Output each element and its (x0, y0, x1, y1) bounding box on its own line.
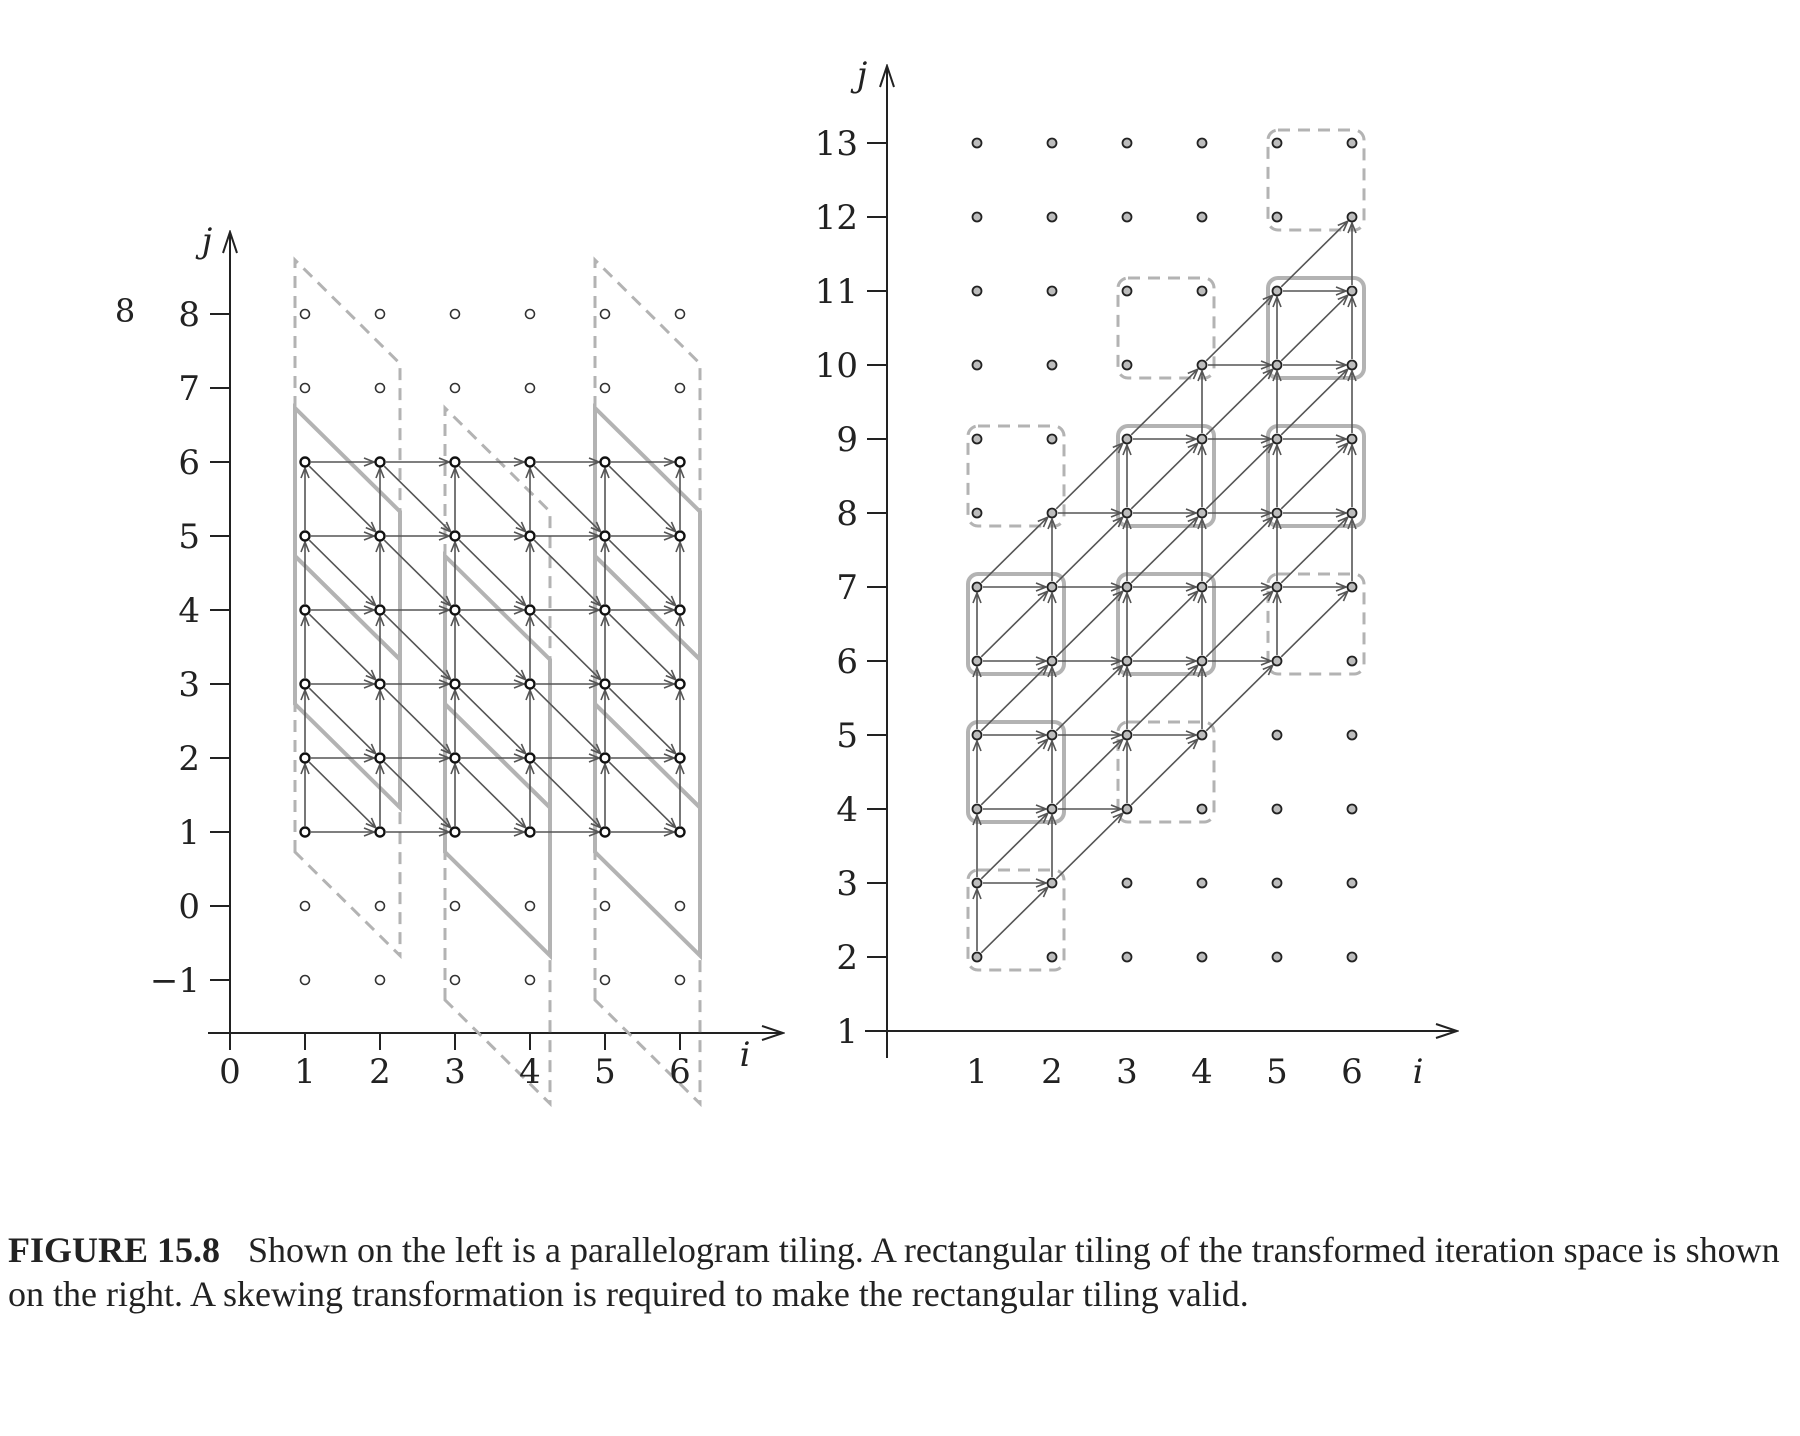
stray-label: 8 (114, 292, 136, 330)
right-iteration-point (1048, 361, 1057, 370)
right-x-tick-label: 2 (1041, 1052, 1063, 1092)
figure-caption (8, 1228, 1792, 1316)
right-dependence-arrow (1056, 591, 1122, 657)
right-dependence-arrow (1056, 517, 1122, 583)
right-iteration-point (1348, 509, 1357, 518)
left-iteration-point (376, 606, 385, 615)
right-iteration-point (1123, 657, 1132, 666)
right-dependence-arrow (1056, 665, 1122, 731)
left-iteration-point (376, 976, 385, 985)
right-y-tick-label: 7 (836, 568, 858, 608)
left-iteration-point (451, 384, 460, 393)
right-dependence-arrow (981, 887, 1047, 953)
left-iteration-point (526, 532, 535, 541)
left-iteration-point (526, 902, 535, 911)
right-iteration-point (1273, 435, 1282, 444)
right-x-axis-label: i (1412, 1052, 1424, 1092)
left-y-tick-label: 1 (178, 813, 200, 853)
left-iteration-point (451, 828, 460, 837)
left-x-tick-label: 5 (594, 1052, 616, 1092)
left-iteration-point (676, 754, 685, 763)
left-iteration-point (676, 828, 685, 837)
left-iteration-point (451, 754, 460, 763)
right-iteration-point (1123, 213, 1132, 222)
right-iteration-point (1348, 657, 1357, 666)
right-iteration-point (1198, 879, 1207, 888)
left-x-tick-label: 2 (369, 1052, 391, 1092)
right-y-tick-label: 4 (836, 790, 858, 830)
left-dependence-arrow (534, 540, 600, 606)
right-y-tick-label: 3 (836, 864, 858, 904)
left-iteration-point (451, 902, 460, 911)
right-dependences (977, 221, 1352, 953)
right-iteration-point (1048, 139, 1057, 148)
left-y-tick-label: 2 (178, 739, 200, 779)
left-iteration-point (376, 680, 385, 689)
left-x-axis-label: i (739, 1035, 751, 1075)
right-iteration-point (973, 361, 982, 370)
right-iteration-point (1123, 139, 1132, 148)
left-dependence-arrow (609, 540, 675, 606)
left-iteration-point (451, 458, 460, 467)
right-iteration-point (973, 879, 982, 888)
left-iteration-point (301, 828, 310, 837)
right-dependence-arrow (1206, 295, 1272, 361)
right-dependence-arrow (1056, 443, 1122, 509)
left-iteration-point (301, 458, 310, 467)
right-iteration-point (1123, 509, 1132, 518)
right-iteration-point (1348, 435, 1357, 444)
right-iteration-point (1123, 583, 1132, 592)
left-iteration-point (376, 532, 385, 541)
left-iteration-point (676, 606, 685, 615)
right-iteration-point (1048, 583, 1057, 592)
left-x-tick-label: 0 (219, 1052, 241, 1092)
right-iteration-point (1273, 953, 1282, 962)
right-iteration-point (1273, 509, 1282, 518)
right-iteration-point (1048, 657, 1057, 666)
right-iteration-point (1123, 731, 1132, 740)
left-iteration-point (676, 384, 685, 393)
right-iteration-point (1123, 879, 1132, 888)
right-iteration-point (973, 731, 982, 740)
right-iteration-point (1273, 361, 1282, 370)
left-iteration-point (451, 606, 460, 615)
right-iteration-point (1348, 879, 1357, 888)
left-iteration-point (301, 976, 310, 985)
right-dependence-arrow (1131, 739, 1197, 805)
left-iteration-point (526, 828, 535, 837)
right-iteration-point (1198, 361, 1207, 370)
right-iteration-point (1198, 805, 1207, 814)
left-labels (150, 221, 751, 1092)
left-dependence-arrow (534, 614, 600, 680)
left-y-tick-label: 8 (178, 295, 200, 335)
right-iteration-point (1123, 953, 1132, 962)
left-iteration-point (676, 902, 685, 911)
right-iteration-point (1048, 213, 1057, 222)
left-iteration-point (526, 754, 535, 763)
left-iteration-point (451, 976, 460, 985)
right-iteration-point (1348, 287, 1357, 296)
left-iteration-point (526, 458, 535, 467)
right-iteration-point (1273, 879, 1282, 888)
left-y-tick-label: 0 (178, 887, 200, 927)
right-iteration-point (973, 509, 982, 518)
left-y-tick-label: 4 (178, 591, 200, 631)
right-iteration-point (1198, 139, 1207, 148)
left-iteration-point (676, 532, 685, 541)
right-iteration-point (1348, 139, 1357, 148)
left-dependence-arrow (459, 540, 525, 606)
left-iteration-point (301, 310, 310, 319)
right-iteration-point (1273, 287, 1282, 296)
right-iteration-point (1273, 139, 1282, 148)
left-iteration-point (301, 680, 310, 689)
left-iteration-point (601, 754, 610, 763)
left-dependence-arrow (309, 688, 375, 754)
left-iteration-point (601, 458, 610, 467)
right-y-tick-label: 9 (836, 420, 858, 460)
left-iteration-point (376, 384, 385, 393)
left-dependence-arrow (384, 688, 450, 754)
right-y-tick-label: 10 (814, 346, 858, 386)
left-x-tick-label: 6 (669, 1052, 691, 1092)
left-dependence-arrow (609, 688, 675, 754)
right-y-tick-label: 12 (814, 198, 858, 238)
right-iteration-point (973, 287, 982, 296)
right-y-tick-label: 5 (836, 716, 858, 756)
right-y-tick-label: 2 (836, 938, 858, 978)
right-iteration-point (1048, 435, 1057, 444)
right-iteration-point (1198, 435, 1207, 444)
left-iteration-point (601, 384, 610, 393)
left-iteration-point (451, 532, 460, 541)
right-dependence-arrow (1131, 591, 1197, 657)
left-iteration-point (601, 976, 610, 985)
left-iteration-point (601, 310, 610, 319)
right-y-tick-label: 6 (836, 642, 858, 682)
left-iteration-point (451, 310, 460, 319)
right-dependence-arrow (1206, 443, 1272, 509)
left-dependence-arrow (384, 466, 450, 532)
left-iteration-point (526, 310, 535, 319)
right-iteration-point (1273, 657, 1282, 666)
left-iteration-point (301, 902, 310, 911)
left-iteration-point (601, 680, 610, 689)
right-iteration-point (1348, 805, 1357, 814)
right-dependence-arrow (1056, 813, 1122, 879)
right-x-tick-label: 3 (1116, 1052, 1138, 1092)
left-y-tick-label: −1 (149, 961, 200, 1001)
right-iteration-point (1348, 213, 1357, 222)
right-iteration-point (1348, 731, 1357, 740)
right-iteration-point (973, 953, 982, 962)
left-iteration-point (526, 680, 535, 689)
right-y-axis-label: j (856, 55, 868, 95)
left-dependence-arrow (459, 688, 525, 754)
left-panel (150, 221, 783, 1104)
right-iteration-point (973, 213, 982, 222)
left-iteration-point (526, 976, 535, 985)
left-iteration-point (376, 458, 385, 467)
right-iteration-point (1048, 879, 1057, 888)
left-iteration-point (601, 828, 610, 837)
right-y-tick-label: 13 (814, 124, 858, 164)
right-y-tick-label: 8 (836, 494, 858, 534)
right-iteration-point (1123, 287, 1132, 296)
left-iteration-point (301, 384, 310, 393)
left-dependence-arrow (384, 540, 450, 606)
left-y-tick-label: 3 (178, 665, 200, 705)
right-iteration-point (1123, 361, 1132, 370)
caption-figure-number: FIGURE 15.8 (8, 1230, 221, 1270)
left-iteration-point (601, 532, 610, 541)
right-x-tick-label: 5 (1266, 1052, 1288, 1092)
left-dependence-arrow (534, 466, 600, 532)
right-iteration-point (1273, 213, 1282, 222)
right-x-tick-label: 4 (1191, 1052, 1213, 1092)
left-iteration-point (526, 606, 535, 615)
left-y-tick-label: 5 (178, 517, 200, 557)
right-iteration-point (1198, 953, 1207, 962)
right-iteration-point (1123, 435, 1132, 444)
left-dependence-arrow (534, 762, 600, 828)
left-y-tick-label: 7 (178, 369, 200, 409)
right-dependence-arrow (1281, 591, 1347, 657)
left-iteration-point (376, 310, 385, 319)
left-y-axis-label: j (201, 221, 213, 261)
right-iteration-point (973, 583, 982, 592)
right-iteration-point (1348, 361, 1357, 370)
right-x-tick-label: 1 (966, 1052, 988, 1092)
right-y-tick-label: 11 (814, 272, 858, 312)
left-x-tick-label: 1 (294, 1052, 316, 1092)
right-labels (815, 55, 1424, 1092)
left-iteration-point (676, 310, 685, 319)
right-tiles (968, 130, 1364, 970)
right-iteration-point (1273, 731, 1282, 740)
right-iteration-point (973, 435, 982, 444)
right-dependence-arrow (1206, 517, 1272, 583)
right-iteration-point (973, 805, 982, 814)
right-iteration-point (1273, 583, 1282, 592)
right-iteration-point (1048, 731, 1057, 740)
right-dependence-arrow (1206, 665, 1272, 731)
right-dependence-arrow (981, 591, 1047, 657)
left-iteration-point (526, 384, 535, 393)
left-iteration-point (676, 680, 685, 689)
left-x-tick-label: 3 (444, 1052, 466, 1092)
left-dependence-arrow (384, 614, 450, 680)
left-dependences (305, 462, 680, 832)
right-axes (865, 66, 1457, 1058)
left-iteration-point (601, 902, 610, 911)
right-iteration-point (1198, 731, 1207, 740)
right-dependence-arrow (1131, 443, 1197, 509)
right-iteration-point (1198, 213, 1207, 222)
right-iteration-point (1048, 953, 1057, 962)
right-panel (815, 55, 1457, 1092)
right-dependence-arrow (1206, 369, 1272, 435)
left-dependence-arrow (534, 688, 600, 754)
right-dependence-arrow (981, 739, 1047, 805)
left-y-tick-label: 6 (178, 443, 200, 483)
right-iteration-point (1048, 509, 1057, 518)
right-dependence-arrow (1281, 295, 1347, 361)
left-iteration-point (376, 902, 385, 911)
right-iteration-point (1348, 583, 1357, 592)
right-iteration-point (1123, 805, 1132, 814)
right-y-tick-label: 1 (836, 1012, 858, 1052)
right-dependence-arrow (1281, 443, 1347, 509)
right-iteration-point (1348, 953, 1357, 962)
right-iteration-point (1198, 657, 1207, 666)
right-iteration-point (973, 657, 982, 666)
right-iteration-point (1198, 509, 1207, 518)
right-x-tick-label: 6 (1341, 1052, 1363, 1092)
left-dependence-arrow (309, 540, 375, 606)
right-iteration-point (1048, 805, 1057, 814)
left-iteration-point (376, 828, 385, 837)
right-iteration-point (1048, 287, 1057, 296)
left-iteration-point (601, 606, 610, 615)
left-iteration-point (301, 754, 310, 763)
left-tiles (295, 260, 700, 1104)
right-iteration-point (1273, 805, 1282, 814)
right-dependence-arrow (1056, 739, 1122, 805)
caption-text: Shown on the left is a parallelogram tiling. A rectangular tiling of the transformed iteration space is shown on the right. A skewing transformation is required to make the rectangular tiling valid. (8, 1230, 1780, 1314)
left-iteration-point (451, 680, 460, 689)
left-iteration-point (301, 532, 310, 541)
right-iteration-point (1198, 583, 1207, 592)
left-dependence-arrow (384, 762, 450, 828)
left-iteration-point (376, 754, 385, 763)
left-iteration-point (676, 458, 685, 467)
right-iteration-point (1198, 287, 1207, 296)
left-x-tick-label: 4 (519, 1052, 541, 1092)
right-iteration-point (973, 139, 982, 148)
right-dependence-arrow (1206, 591, 1272, 657)
left-iteration-point (301, 606, 310, 615)
left-iteration-point (676, 976, 685, 985)
